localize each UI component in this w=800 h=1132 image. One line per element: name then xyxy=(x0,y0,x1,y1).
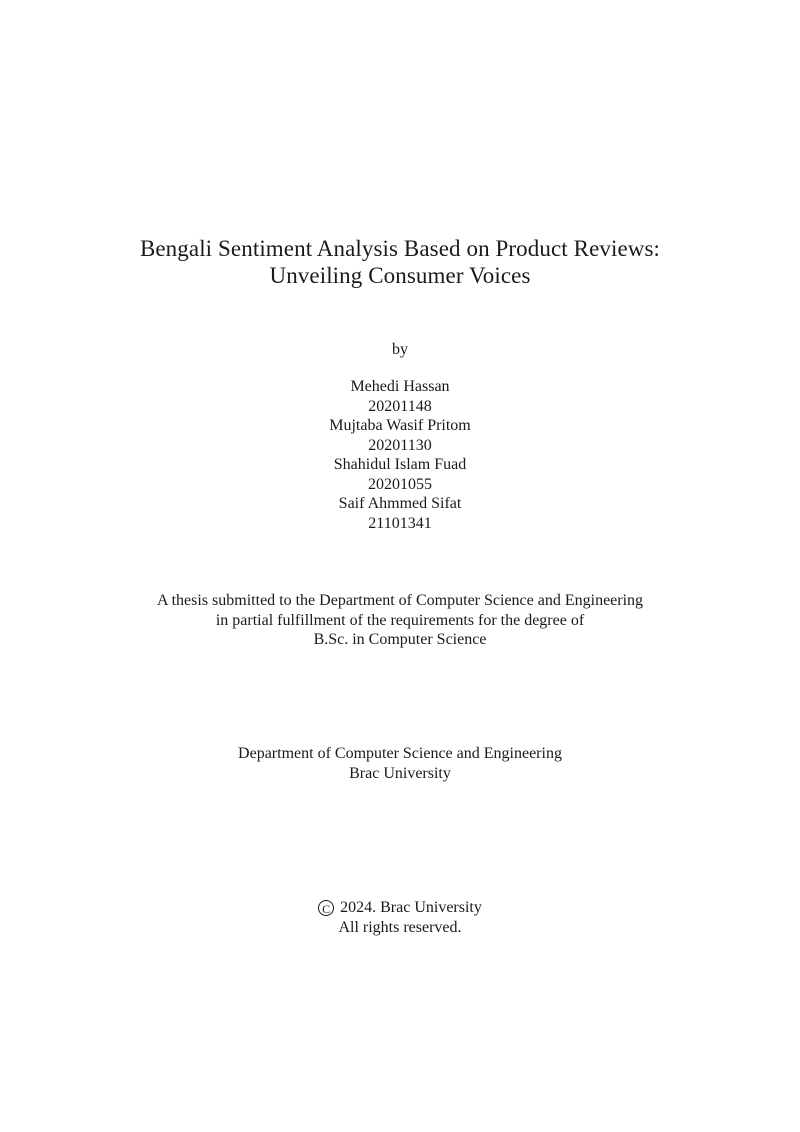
by-label-block xyxy=(0,340,800,360)
author-id: 20201148 xyxy=(368,397,432,415)
by-label: by xyxy=(392,341,408,358)
copyright-notice xyxy=(0,898,800,938)
author-name: Mujtaba Wasif Pritom xyxy=(329,417,471,434)
department-info xyxy=(0,744,800,783)
submission-statement xyxy=(0,591,800,650)
department-name: Department of Computer Science and Engineering xyxy=(238,745,562,762)
rights-reserved: All rights reserved. xyxy=(338,919,462,937)
copyright-row xyxy=(318,898,482,918)
author-name: Mehedi Hassan xyxy=(350,378,450,395)
author-id: 21101341 xyxy=(368,514,432,532)
author-name: Shahidul Islam Fuad xyxy=(333,456,467,473)
author-list xyxy=(0,377,800,533)
author-id: 20201055 xyxy=(368,475,432,493)
title-line-2: Unveiling Consumer Voices xyxy=(269,263,531,288)
submission-line-2: in partial fulfillment of the requirements for the degree of xyxy=(215,611,585,629)
copyright-icon: C xyxy=(318,900,334,916)
author-name: Saif Ahmmed Sifat xyxy=(338,495,462,512)
submission-line-1: A thesis submitted to the Department of Computer Science and Engineering xyxy=(156,592,644,609)
title-line-1: Bengali Sentiment Analysis Based on Product Reviews: xyxy=(139,236,661,261)
submission-line-3: B.Sc. in Computer Science xyxy=(313,631,487,648)
thesis-title xyxy=(0,235,800,289)
university-name: Brac University xyxy=(349,764,451,782)
copyright-text: 2024. Brac University xyxy=(340,899,482,916)
author-id: 20201130 xyxy=(368,436,432,454)
